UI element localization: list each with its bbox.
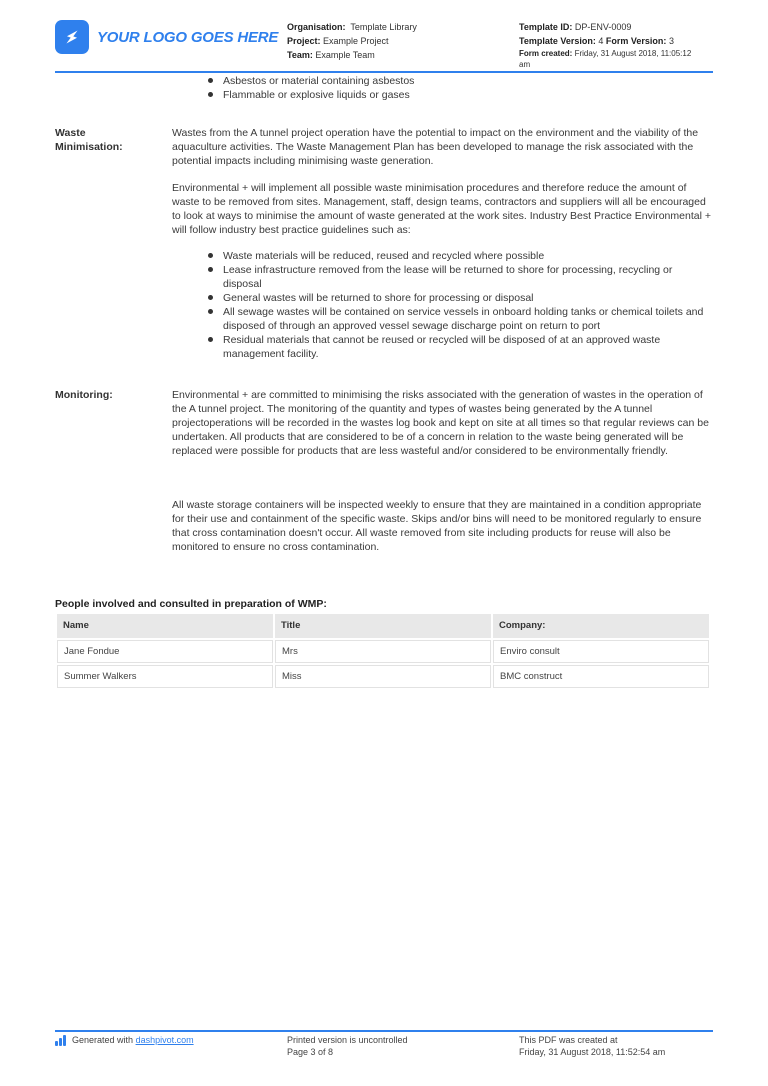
logo-icon [55, 20, 89, 54]
header-divider [55, 71, 713, 73]
table-cell: Mrs [275, 640, 491, 663]
company-logo [55, 20, 278, 54]
monitoring-label: Monitoring: [55, 389, 113, 401]
template-id-row [519, 20, 719, 34]
table-row [57, 640, 709, 663]
project-row [287, 34, 487, 48]
monitoring-body [172, 388, 713, 567]
paragraph: Environmental + will implement all possible waste minimisation procedures and therefore reduce the amount of waste to be removed from sites. Management, staff, design teams, contractors and suppliers will all be encouraged to look at ways to minimise the amount of waste generated at the work sites. Industry Best Practice Environmental + will follow industry best practice guidelines such as: [172, 182, 711, 236]
waste-minimisation-body [172, 126, 713, 361]
people-table-title: People involved and consulted in preparation of WMP: [55, 598, 327, 610]
team-label: Team: [287, 50, 313, 60]
table-cell: Jane Fondue [57, 640, 273, 663]
header-template-info [519, 20, 719, 70]
table-cell: Miss [275, 665, 491, 688]
label-line: Minimisation: [55, 141, 123, 153]
hazardous-bullets [207, 74, 707, 102]
list-item: Asbestos or material containing asbestos [207, 74, 707, 88]
project-label: Project: [287, 36, 321, 46]
template-id-label: Template ID: [519, 22, 573, 32]
project-value: Example Project [323, 36, 389, 46]
list-item: All sewage wastes will be contained on service vessels in onboard holding tanks or chemical toilets and disposed of through an approved vessel sewage discharge point on return to port [207, 305, 713, 333]
version-row [519, 34, 719, 48]
header-project-info [287, 20, 487, 62]
footer-divider [55, 1030, 713, 1032]
table-row [57, 665, 709, 688]
table-cell: Summer Walkers [57, 665, 273, 688]
form-created-value: Friday, 31 August 2018, 11:05:12 [574, 49, 692, 58]
form-created-value-cont: am [519, 60, 531, 69]
column-header-name: Name [57, 614, 273, 638]
list-item: Residual materials that cannot be reused or recycled will be disposed of at an approved waste management facility. [207, 333, 713, 361]
printed-note: Printed version is uncontrolled [287, 1035, 408, 1045]
template-id-value: DP-ENV-0009 [574, 22, 632, 32]
form-created-row [519, 48, 719, 70]
label-line: Waste [55, 127, 86, 139]
footer-page-info [287, 1034, 408, 1058]
footer-pdf-created [519, 1034, 665, 1058]
people-table [55, 612, 711, 690]
guidelines-list [207, 249, 713, 361]
paragraph: Wastes from the A tunnel project operation have the potential to impact on the environment and the viability of the aquaculture activities. The Waste Management Plan has been developed to manage the risk associated with the potential impacts including minimising waste generation. [172, 127, 699, 167]
form-version-value: 3 [668, 36, 674, 46]
dashpivot-link[interactable]: dashpivot.com [135, 1035, 194, 1045]
waste-minimisation-label [55, 126, 165, 154]
form-version-label: Form Version: [605, 36, 667, 46]
list-item: General wastes will be returned to shore for processing or disposal [207, 291, 713, 305]
dashpivot-bars-icon [55, 1035, 67, 1046]
team-row [287, 48, 487, 62]
organisation-value: Template Library [350, 22, 417, 32]
table-header-row [57, 614, 709, 638]
list-item: Lease infrastructure removed from the lease will be returned to shore for processing, recycling or disposal [207, 263, 713, 291]
generated-prefix: Generated with [72, 1035, 134, 1045]
page-header [55, 14, 713, 72]
template-version-label: Template Version: [519, 36, 596, 46]
team-value: Example Team [315, 50, 375, 60]
paragraph: All waste storage containers will be inspected weekly to ensure that they are maintained in a condition appropriate for their use and containment of the specific waste. Skips and/or bins will need to be monitored regularly to ensure that cross contamination doesn't occur. All waste removed from site including products for reuse will also be monitored to ensure no cross contamination. [172, 499, 702, 553]
organisation-row [287, 20, 487, 34]
pdf-created-label: This PDF was created at [519, 1035, 618, 1045]
column-header-title: Title [275, 614, 491, 638]
form-created-label: Form created: [519, 49, 573, 58]
list-item: Waste materials will be reduced, reused and recycled where possible [207, 249, 713, 263]
table-cell: BMC construct [493, 665, 709, 688]
column-header-company: Company: [493, 614, 709, 638]
footer-generated [55, 1034, 194, 1046]
pdf-created-value: Friday, 31 August 2018, 11:52:54 am [519, 1047, 666, 1057]
paragraph: Environmental + are committed to minimising the risks associated with the generation of wastes in the operation of the A tunnel project. The monitoring of the quantity and types of wastes being generated by the A tunnel projectoperations will be recorded in the wastes log book and kept on site at all times so that regular reviews can be undertaken. All products that are considered to be of a concern in relation to the waste being generated will be replaced were possible for products that are less wasteful and/or considered to be environmentally friendly. [172, 389, 709, 457]
page-number: Page 3 of 8 [287, 1047, 334, 1057]
table-cell: Enviro consult [493, 640, 709, 663]
list-item: Flammable or explosive liquids or gases [207, 88, 707, 102]
logo-text: YOUR LOGO GOES HERE [97, 28, 279, 46]
template-version-value: 4 [598, 36, 604, 46]
organisation-label: Organisation: [287, 22, 346, 32]
